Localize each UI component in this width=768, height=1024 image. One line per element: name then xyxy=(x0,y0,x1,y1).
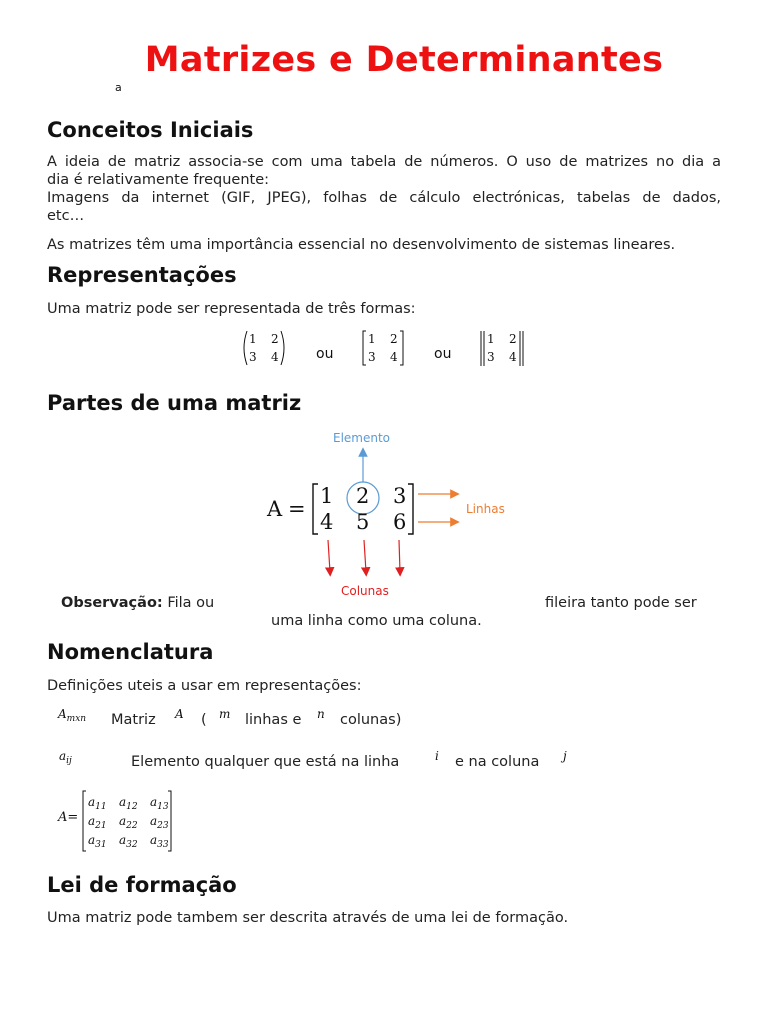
page-title: Matrizes e Determinantes xyxy=(144,40,664,80)
separator-ou: ou xyxy=(434,346,452,362)
general-cell: $a_{33}$ xyxy=(150,833,169,850)
lei-text: Uma matriz pode tambem ser descrita através de uma lei de formação. xyxy=(47,910,569,926)
matrix-cell: 2 xyxy=(390,332,398,346)
double-bars xyxy=(478,328,526,368)
symbol-A: A xyxy=(58,810,68,825)
matrix-cell: 4 xyxy=(320,510,334,534)
symbol-A: A xyxy=(175,707,184,721)
heading-nomenclatura: Nomenclatura xyxy=(47,640,214,664)
symbol-n: n xyxy=(317,707,325,721)
conceitos-p2-line1: Imagens da internet (GIF, JPEG), folhas de cálculo electrónicas, tabelas de dados, xyxy=(47,190,721,206)
symbol-ij: ij xyxy=(66,756,72,766)
general-cell: $a_{31}$ xyxy=(88,833,107,850)
matrix-cell: 3 xyxy=(393,484,407,508)
symbol-mxn: mxn xyxy=(66,714,87,724)
symbol-a-ij xyxy=(59,749,72,766)
matrix-cell: 1 xyxy=(320,484,334,508)
equals-sign: = xyxy=(67,810,79,825)
heading-partes: Partes de uma matriz xyxy=(47,391,302,415)
text-elemento-qualquer: Elemento qualquer que está na linha xyxy=(131,754,400,770)
general-lhs xyxy=(58,810,78,825)
matrix-cell: 1 xyxy=(368,332,376,346)
matrix-cell: 2 xyxy=(271,332,279,346)
general-cell: $a_{22}$ xyxy=(119,814,138,831)
symbol-A-mxn xyxy=(58,707,86,724)
symbol-j: j xyxy=(563,749,567,763)
matrix-cell: 4 xyxy=(390,350,398,364)
text-e-na-coluna: e na coluna xyxy=(455,754,540,770)
matrix-cell: 4 xyxy=(271,350,279,364)
matrix-cell: 3 xyxy=(249,350,257,364)
symbol-A: A xyxy=(58,707,67,721)
label-linhas: Linhas xyxy=(466,502,505,516)
general-cell: $a_{11}$ xyxy=(88,795,107,812)
general-cell: $a_{23}$ xyxy=(150,814,169,831)
heading-conceitos: Conceitos Iniciais xyxy=(47,118,254,142)
label-elemento: Elemento xyxy=(333,431,391,445)
symbol-a: a xyxy=(59,749,67,763)
conceitos-p1-line2: dia é relativamente frequente: xyxy=(47,172,270,188)
equals-sign: = xyxy=(288,497,306,521)
heading-representacoes: Representações xyxy=(47,263,237,287)
separator-ou: ou xyxy=(316,346,334,362)
observacao-line1 xyxy=(61,595,214,611)
matrix-cell: 1 xyxy=(249,332,257,346)
matrix-cell: 3 xyxy=(368,350,376,364)
square-brackets xyxy=(360,328,406,368)
open-paren: ( xyxy=(201,712,207,728)
representacoes-intro: Uma matriz pode ser representada de três formas: xyxy=(47,301,416,317)
parentheses-brackets xyxy=(240,328,288,368)
label-colunas: Colunas xyxy=(341,584,389,598)
conceitos-p2-line2: etc… xyxy=(47,208,85,224)
nomenclatura-intro: Definições uteis a usar em representações: xyxy=(47,678,362,694)
observacao-text: fileira tanto pode ser xyxy=(545,595,697,611)
matrix-cell: 4 xyxy=(509,350,517,364)
text-linhas-e: linhas e xyxy=(245,712,302,728)
conceitos-p3: As matrizes têm uma importância essencial no desenvolvimento de sistemas lineares. xyxy=(47,237,676,253)
general-cell: $a_{13}$ xyxy=(150,795,169,812)
text-colunas: colunas) xyxy=(340,712,402,728)
conceitos-p1-line1: A ideia de matriz associa-se com uma tabela de números. O uso de matrizes no dia a xyxy=(47,154,721,170)
matrix-double-bars xyxy=(478,328,526,368)
matrix-name-A: A xyxy=(267,497,283,521)
stray-mark: a xyxy=(115,81,122,94)
text-matriz: Matriz xyxy=(111,712,156,728)
general-cell: $a_{32}$ xyxy=(119,833,138,850)
matrix-cell: 2 xyxy=(356,484,370,508)
matrix-square-brackets xyxy=(360,328,406,368)
general-cell: $a_{21}$ xyxy=(88,814,107,831)
matrix-parentheses xyxy=(240,328,288,368)
symbol-i: i xyxy=(435,749,439,763)
matrix-cell: 6 xyxy=(393,510,407,534)
observacao-text: Fila ou xyxy=(167,595,215,611)
matrix-cell: 1 xyxy=(487,332,495,346)
matrix-cell: 3 xyxy=(487,350,495,364)
matrix-cell: 2 xyxy=(509,332,517,346)
observacao-text: uma linha como uma coluna. xyxy=(271,613,482,629)
heading-lei: Lei de formação xyxy=(47,873,237,897)
observacao-label: Observação: xyxy=(61,595,163,611)
general-cell: $a_{12}$ xyxy=(119,795,138,812)
matrix-cell: 5 xyxy=(356,510,370,534)
symbol-m: m xyxy=(219,707,231,721)
